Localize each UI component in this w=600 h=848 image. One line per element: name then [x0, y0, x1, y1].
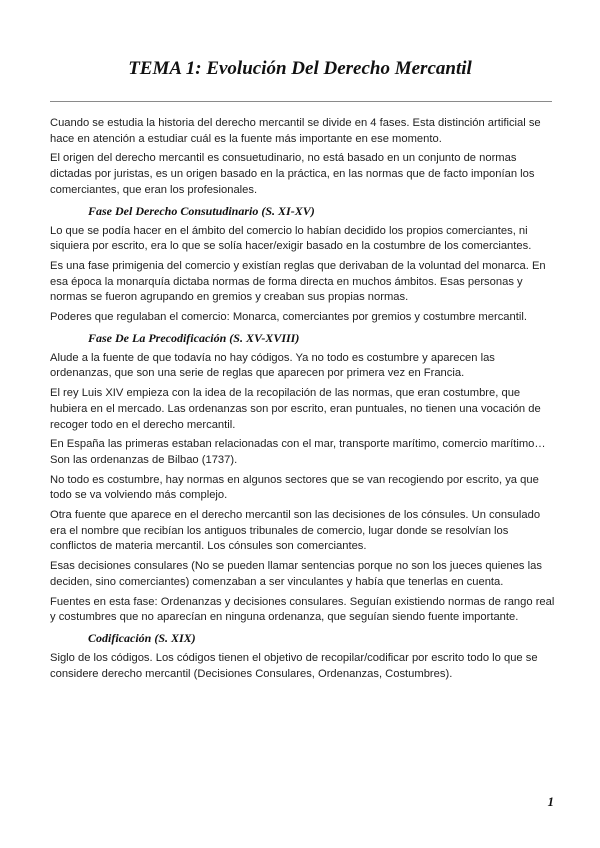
paragraph: No todo es costumbre, hay normas en algunos sectores que se van recogiendo por escrito, ya que todo se va volviendo más complejo. [50, 473, 539, 502]
section-heading: Fase Del Derecho Consutudinario (S. XI-XV) [88, 203, 315, 218]
paragraph: El rey Luis XIV empieza con la idea de la recopilación de las normas, que eran costumbre, que hubiera en el mercado. Las ordenanzas son por escrito, eran puntuales, no tienen una vocación de recoger todo en el derecho mercantil. [50, 387, 541, 431]
paragraph: En España las primeras estaban relacionadas con el mar, transporte marítimo, comercio marítimo… Son las ordenanzas de Bilbao (1737). [50, 438, 546, 466]
paragraph: Cuando se estudia la historia del derecho mercantil se divide en 4 fases. Esta distinción artificial se hace en atención a estudiar cuál es la fuente más importante en ese momento. [50, 117, 541, 145]
paragraph: Esas decisiones consulares (No se pueden llamar sentencias porque no son los jueces quienes las deciden, sino comerciantes) comenzaban a ser vinculantes y había que tenerlas en cuenta. [50, 560, 542, 588]
paragraph: Es una fase primigenia del comercio y existían reglas que derivaban de la voluntad del monarca. En esa época la monarquía dictaba normas de forma directa en muchos ámbitos. Esas personas y normas se fueron agrupando en gremios y creaban sus propias normas. [50, 259, 546, 304]
page-number: 1 [547, 794, 554, 809]
paragraph: Lo que se podía hacer en el ámbito del comercio lo habían decidido los propios comerciantes, ni siquiera por escrito, era lo que se solía hacer/exigir basado en la costumbre de los comerciantes. [50, 224, 532, 253]
section-heading: Fase De La Precodificación (S. XV-XVIII) [88, 330, 300, 345]
paragraph: Poderes que regulaban el comercio: Monarca, comerciantes por gremios y costumbre mercantil. [50, 311, 527, 324]
paragraph: El origen del derecho mercantil es consuetudinario, no está basado en un conjunto de normas dictadas por juristas, es un origen basado en la práctica, en las normas que de facto imponían los comerciantes, que eran los profesionales. [50, 152, 535, 196]
section-heading: Codificación (S. XIX) [88, 630, 196, 645]
document-body [50, 116, 556, 686]
paragraph: Otra fuente que aparece en el derecho mercantil son las decisiones de los cónsules. Un consulado era el nombre que recibían los antiguos tribunales de comercio, lugar donde se resolvían los conflictos de materia mercantil. Los cónsules son comerciantes. [50, 509, 541, 553]
paragraph: Siglo de los códigos. Los códigos tienen el objetivo de recopilar/codificar por escrito todo lo que se considere derecho mercantil (Decisiones Consulares, Ordenanzas, Costumbres). [50, 651, 538, 680]
paragraph: Fuentes en esta fase: Ordenanzas y decisiones consulares. Seguían existiendo normas de rango real y costumbres que no aparecían en ninguna ordenanza, que seguían siendo fuente importante. [50, 595, 555, 624]
paragraph: Alude a la fuente de que todavía no hay códigos. Ya no todo es costumbre y aparecen las ordenanzas, que son una serie de reglas que aparecen por primera vez en Francia. [50, 351, 495, 380]
document-title: TEMA 1: Evolución Del Derecho Mercantil [128, 58, 472, 79]
title-divider [50, 101, 552, 102]
